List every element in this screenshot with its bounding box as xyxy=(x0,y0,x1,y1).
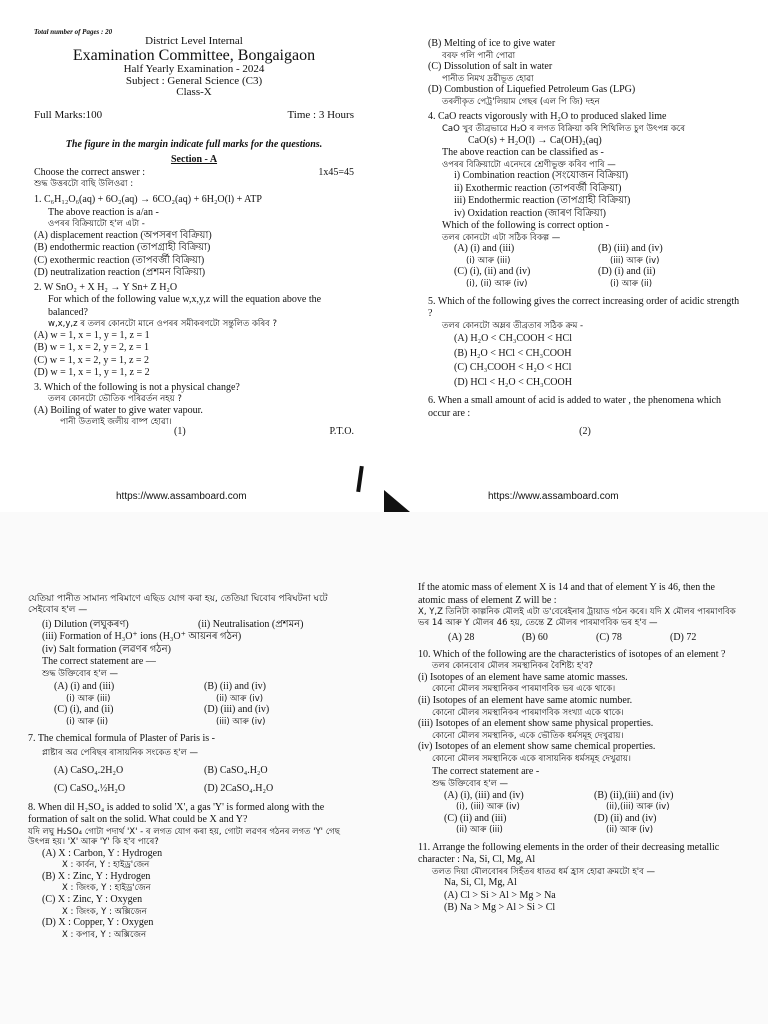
question-10: 10. Which of the following are the characteristics of isotopes of an element ? xyxy=(418,648,726,660)
q10-option: (A) (i), (iii) and (iv) xyxy=(444,789,524,801)
q3-option-as: পানীত নিমখ দ্ৰৱীভূত হোৱা xyxy=(442,73,534,84)
question-4-text: The above reaction can be classified as - xyxy=(442,147,604,158)
question-11: 11. Arrange the following elements in the order of their decreasing metallic character : Na, Si, Cl, Mg, Al xyxy=(418,841,720,866)
q6-item: (i) Dilution (লঘুকৰণ) xyxy=(42,618,129,630)
q10-item-as: কোনো মৌলৰ সমস্থানিকে একে ৰাসায়নিক ধৰ্মসমূহ দেখুৱায়। xyxy=(432,753,631,764)
question-6: 6. When a small amount of acid is added to water , the phenomena which occur are : xyxy=(428,395,722,419)
choose-instruction-as: শুদ্ধ উত্তৰটো বাছি উলিওৱা : xyxy=(34,179,134,190)
q5-option: (D) HCl < H₂O < CH₃COOH xyxy=(454,376,572,388)
q10-item: (iii) Isotopes of an element show same physical properties. xyxy=(418,718,654,730)
q8-option: (B) X : Zinc, Y : Hydrogen xyxy=(42,870,151,882)
q8-option-as: X : জিংক, Y : হাইড্ৰ'জেন xyxy=(62,883,151,894)
exam-page-1 xyxy=(0,0,384,512)
q3-option-as: তৰলীকৃত পেট্ৰ'লিয়াম গেছৰ (এল পি জি) দহন xyxy=(442,96,600,107)
q3-option: (B) Melting of ice to give water xyxy=(428,38,556,49)
q10-option: (D) (ii) and (iv) xyxy=(594,812,657,824)
q3-option-as: বৰফ গলি পানী পোৱা xyxy=(442,50,516,61)
q6-option-as: (iii) আৰু (iv) xyxy=(216,716,266,727)
watermark-url: https://www.assamboard.com xyxy=(116,491,247,502)
question-4-equation: CaO(s) + H₂O(l) → Ca(OH)₂(aq) xyxy=(468,134,602,146)
question-5: 5. Which of the following gives the correct increasing order of acidic strength ? xyxy=(428,295,740,319)
q3-option-as: পানী উতলাই জলীয় বাষ্প হোৱা। xyxy=(60,417,172,428)
question-2: 2. W SnO₂ + X H₂ → Y Sn+ Z H₂O xyxy=(34,281,178,293)
question-5-as: তলৰ কোনটো অম্লৰ তীব্ৰতাৰ সঠিক ক্ৰম - xyxy=(442,320,584,331)
q9-option: (A) 28 xyxy=(448,632,475,644)
q2-option: (B) w = 1, x = 2, y = 2, z = 1 xyxy=(34,342,150,354)
q10-item: (iv) Isotopes of an element show same chemical properties. xyxy=(418,741,656,753)
q4-item: ii) Exothermic reaction (তাপবৰ্জী বিক্ৰিয়া) xyxy=(454,182,622,194)
q6-option-as: (i) আৰু (iii) xyxy=(66,693,111,704)
q11-option: (A) Cl > Si > Al > Mg > Na xyxy=(444,889,556,901)
pages-note: Total number of Pages : 20 xyxy=(34,28,113,36)
q10-option: (C) (ii) and (iii) xyxy=(444,812,507,824)
q10-item-as: কোনো মৌলৰ সমস্থানিক, একে ভৌতিক ধৰ্মসমূহ দেখুৱায়। xyxy=(432,730,624,741)
page-number: (2) xyxy=(579,426,591,438)
exam-header xyxy=(34,36,354,99)
q8-option: (D) X : Copper, Y : Oxygen xyxy=(42,917,154,929)
q8-option-as: X : কপাৰ, Y : অক্সিজেন xyxy=(62,929,147,940)
q5-option: (A) H₂O < CH₃COOH < HCl xyxy=(454,333,572,345)
q6-option: (A) (i) and (iii) xyxy=(54,681,115,693)
marks-time-row xyxy=(34,109,354,121)
q8-option: (C) X : Zinc, Y : Oxygen xyxy=(42,894,143,905)
q10-item: (i) Isotopes of an element have same atomic masses. xyxy=(418,671,628,683)
q6-option-as: (i) আৰু (ii) xyxy=(66,716,109,727)
exam-page-4 xyxy=(384,512,768,1024)
q7-option: (A) CaSO₄.2H₂O xyxy=(54,764,124,776)
q4-option: (D) (i) and (ii) xyxy=(598,266,656,278)
page-curl xyxy=(356,466,364,492)
q4-option-as: (iii) আৰু (iv) xyxy=(610,255,660,266)
q11-option: (B) Na > Mg > Al > Si > Cl xyxy=(444,902,556,914)
question-4-as: CaO খুব তীব্ৰভাৱে H₂O ৰ লগত বিক্ৰিয়া কৰি শিথিলিত চুণ উৎপন্ন কৰে xyxy=(442,123,686,134)
q4-item: iv) Oxidation reaction (জাৰণ বিক্ৰিয়া) xyxy=(454,207,606,219)
q3-option: (D) Combustion of Liquefied Petroleum Gas (LPG) xyxy=(428,84,636,96)
q6-option-as: (ii) আৰু (iv) xyxy=(216,693,264,704)
q9-option: (C) 78 xyxy=(596,632,622,644)
question-8: 8. When dil H₂SO₄ is added to solid 'X', a gas 'Y' is formed along with the formation of salt on the solid. What could be X and Y? xyxy=(28,801,325,825)
q5-option: (B) H₂O < HCl < CH₃COOH xyxy=(454,347,572,359)
question-4: 4. CaO reacts vigorously with H₂O to produced slaked lime xyxy=(428,111,667,123)
question-2-text-as: w,x,y,z ৰ তলৰ কোনটো মানে ওপৰৰ সমীকৰণটো সন্তুলিত কৰিব ? xyxy=(48,319,278,330)
q7-option: (D) 2CaSO₄.H₂O xyxy=(204,783,274,794)
page-corner xyxy=(384,490,410,512)
q10-option-as: (ii) আৰু (iv) xyxy=(606,825,654,836)
q10-correct-as: শুদ্ধ উক্তিবোৰ হ'ল — xyxy=(432,778,508,789)
question-4-which: Which of the following is correct option - xyxy=(442,220,609,232)
q6-option: (B) (ii) and (iv) xyxy=(204,681,266,693)
question-11-as: তলত দিয়া মৌলবোৰৰ সিহঁতৰ ধাতৱ ধৰ্ম হ্ৰাস হোৱা ক্ৰমটো হ'ব — xyxy=(432,866,656,877)
q4-item: iii) Endothermic reaction (তাপগ্ৰাহী বিক্ৰিয়া) xyxy=(454,195,631,207)
q10-option-as: (ii),(iii) আৰু (iv) xyxy=(606,802,670,812)
q4-option: (B) (iii) and (iv) xyxy=(598,243,663,255)
q2-option: (C) w = 1, x = 2, y = 1, z = 2 xyxy=(34,354,150,366)
exam-time: Time : 3 Hours xyxy=(287,108,354,121)
marks-calc: 1x45=45 xyxy=(318,166,354,178)
q1-option: (D) neutralization reaction (প্ৰশমন বিক্ৰিয়া) xyxy=(34,267,206,279)
q1-option: (A) displacement reaction (অপসৰণ বিক্ৰিয়া) xyxy=(34,229,212,241)
q6-item: (ii) Neutralisation (প্ৰশমন) xyxy=(198,618,304,630)
q4-option-as: (i) আৰু (ii) xyxy=(610,278,653,289)
section-title: Section - A xyxy=(170,153,218,165)
q5-option: (C) CH₃COOH < H₂O < HCl xyxy=(454,362,572,374)
question-10-as: তলৰ কোনবোৰ মৌলৰ সমস্থানিকৰ বৈশিষ্ট্য হ'ব? xyxy=(432,661,593,672)
q6-item: (iii) Formation of H₃O⁺ ions (H₃O⁺ আয়নৰ গঠন) xyxy=(42,631,242,642)
watermark-url: https://www.assamboard.com xyxy=(488,491,619,502)
exam-page-2 xyxy=(384,0,768,512)
question-9-as: X, Y,Z তিনিটা কাল্পনিক মৌলই এটা ড'বেৰেইনাৰ ট্ৰায়াড গঠন কৰে। যদি X মৌলৰ পাৰমাণবিক ভৰ 14 আৰু Y মৌলৰ 46 হয়, তেন্তে Z মৌলৰ পাৰমাণবিক ভৰ হ'ব — xyxy=(418,607,736,628)
q10-option: (B) (ii),(iii) and (iv) xyxy=(594,789,674,801)
q6-correct: The correct statement are — xyxy=(42,656,156,667)
q6-option: (D) (iii) and (iv) xyxy=(204,704,270,716)
q1-option: (B) endothermic reaction (তাপগ্ৰাহী বিক্ৰিয়া) xyxy=(34,242,211,254)
q8-option: (A) X : Carbon, Y : Hydrogen xyxy=(42,847,163,859)
committee-line2: Examination Committee, Bongaigaon xyxy=(72,46,316,64)
class-line: Class-X xyxy=(176,86,212,99)
question-1-text-as: ওপৰৰ বিক্ৰিয়াটো হ'ল এটা - xyxy=(48,219,145,230)
q4-item: i) Combination reaction (সংযোজন বিক্ৰিয়া) xyxy=(454,170,629,182)
q7-option: (B) CaSO₄.H₂O xyxy=(204,764,268,776)
q9-option: (B) 60 xyxy=(522,632,548,644)
q1-option: (C) exothermic reaction (তাপবৰ্জী বিক্ৰিয়া) xyxy=(34,254,205,266)
question-7: 7. The chemical formula of Plaster of Paris is - xyxy=(28,733,215,745)
q2-option: (A) w = 1, x = 1, y = 1, z = 1 xyxy=(34,329,150,341)
question-9: If the atomic mass of element X is 14 and that of element Y is 46, then the atomic mass of element Z will be : xyxy=(418,582,715,606)
question-2-text: For which of the following value w,x,y,z will the equation above the balanced? xyxy=(48,294,322,318)
q11-elements: Na, Si, Cl, Mg, Al xyxy=(444,877,517,889)
q10-option-as: (i), (iii) আৰু (iv) xyxy=(456,802,520,812)
q4-option: (A) (i) and (iii) xyxy=(454,243,515,255)
q2-option: (D) w = 1, x = 1, y = 1, z = 2 xyxy=(34,367,150,379)
q10-item: (ii) Isotopes of an element have same atomic number. xyxy=(418,695,633,706)
q8-option-as: X : কাৰ্বন, Y : হাইড্ৰ'জেন xyxy=(62,860,150,871)
question-7-as: প্লাষ্টাৰ অৱ পেৰিছৰ ৰাসায়নিক সংকেত হ'ল — xyxy=(42,747,198,758)
q4-option: (C) (i), (ii) and (iv) xyxy=(454,266,531,278)
margin-note: The figure in the margin indicate full marks for the questions. xyxy=(65,138,323,150)
question-3-as: তলৰ কোনটো ভৌতিক পৰিৱৰ্তন নহয় ? xyxy=(48,394,182,405)
q7-option: (C) CaSO₄.½H₂O xyxy=(54,783,126,794)
q4-option-as: (i) আৰু (iii) xyxy=(466,255,511,266)
question-8-as: যদি লঘু H₂SO₄ গোটা পদাৰ্থ 'X' - ৰ লগত যোগ কৰা হয়, গোটা লৱণৰ গঠনৰ লগত 'Y' গেছ উৎপন্ন হয়। 'X' আৰু 'Y' কি হ'ব পাৰে? xyxy=(28,826,340,848)
q3-option: (C) Dissolution of salt in water xyxy=(428,61,553,73)
q10-correct: The correct statement are - xyxy=(432,766,540,778)
page-number: (1) xyxy=(174,426,186,438)
q9-option: (D) 72 xyxy=(670,632,697,644)
q6-option: (C) (i), and (ii) xyxy=(54,704,114,716)
q10-item-as: কোনো মৌলৰ সমস্থানিকৰ পাৰমাণবিক সংখ্যা একে থাকে। xyxy=(432,707,624,718)
q6-correct-as: শুদ্ধ উক্তিবোৰ হ'ল — xyxy=(42,668,118,679)
committee-line1: District Level Internal xyxy=(145,35,243,47)
q4-option-as: (i), (ii) আৰু (iv) xyxy=(466,278,528,289)
q8-option-as: X : জিংক, Y : অক্সিজেন xyxy=(62,906,147,917)
question-1-text: The above reaction is a/an - xyxy=(48,206,159,218)
q10-item-as: কোনো মৌলৰ সমস্থানিকৰ পাৰমাণবিক ভৰ একে থাকে। xyxy=(432,684,616,695)
question-4-which-as: তলৰ কোনটো এটা সঠিক বিকল্প — xyxy=(442,232,561,243)
subject-line: Subject : General Science (C3) xyxy=(125,74,263,87)
q6-item: (iv) Salt formation (লৱণৰ গঠন) xyxy=(42,643,171,655)
q10-option-as: (ii) আৰু (iii) xyxy=(456,825,503,836)
question-6-as: যেতিয়া পানীত সামান্য পৰিমাণে এছিড যোগ কৰা হয়, তেতিয়া ঘিবোৰ পৰিঘটনা ঘটে সেইবোৰ হ'ল — xyxy=(28,594,328,616)
question-3: 3. Which of the following is not a physical change? xyxy=(34,381,240,393)
q3-option: (A) Boiling of water to give water vapour. xyxy=(34,404,203,416)
full-marks: Full Marks:100 xyxy=(34,108,103,121)
exam-title: Half Yearly Examination - 2024 xyxy=(123,63,265,76)
choose-instruction: Choose the correct answer : xyxy=(34,166,146,178)
pto: P.T.O. xyxy=(329,426,354,438)
question-4-text-as: ওপৰৰ বিক্ৰিয়াটো এনেদৰে শ্ৰেণীভুক্ত কৰিব পাৰি — xyxy=(442,159,616,170)
question-1: 1. C₆H₁₂O₆(aq) + 6O₂(aq) → 6CO₂(aq) + 6H₂O(l) + ATP xyxy=(34,194,262,206)
exam-page-3 xyxy=(0,512,384,1024)
